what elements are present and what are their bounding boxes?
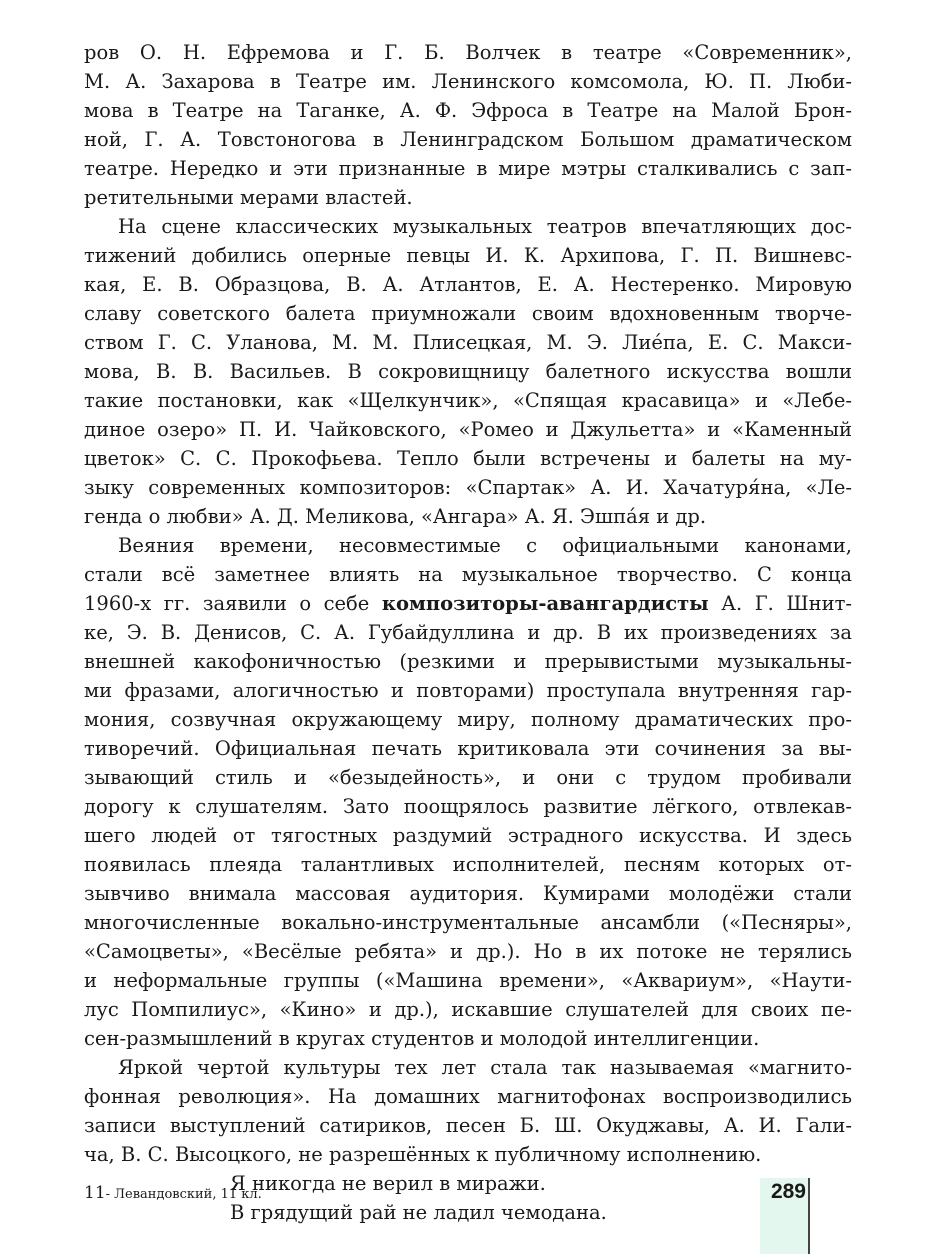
- text-line: мония, созвучная окружающему миру, полному драматических про-: [84, 708, 852, 731]
- text-line: 1960-х гг. заявили о себе композиторы-авангардисты А. Г. Шнит-: [84, 592, 853, 615]
- text-line: шего людей от тягостных раздумий эстрадного искусства. И здесь: [84, 824, 852, 847]
- print-signature: [84, 1183, 262, 1203]
- text-line: театре. Нередко и эти признанные в мире мэтры сталкивались с зап-: [84, 157, 852, 180]
- text-line: генда о любви» А. Д. Меликова, «Ангара» А. Я. Эшпа́я и др.: [84, 505, 707, 528]
- text-line: Яркой чертой культуры тех лет стала так называемая «магнито-: [118, 1056, 852, 1079]
- text-line: появилась плеяда талантливых исполнителей, песням которых от-: [84, 853, 852, 876]
- text-line: внешней какофоничностью (резкими и прерывистыми музыкальны-: [84, 650, 852, 673]
- text-line: лус Помпилиус», «Кино» и др.), искавшие слушателей для своих пе-: [84, 998, 852, 1021]
- text-line: тижений добились оперные певцы И. К. Архипова, Г. П. Вишневс-: [84, 244, 852, 267]
- text-line: ретительными мерами властей.: [84, 186, 413, 209]
- text-line: «Самоцветы», «Весёлые ребята» и др.). Но в их потоке не терялись: [84, 940, 852, 963]
- text-line: ров О. Н. Ефремова и Г. Б. Волчек в театре «Современник»,: [84, 41, 852, 64]
- text-line: зыку современных композиторов: «Спартак» А. И. Хачатуря́на, «Ле-: [84, 476, 852, 499]
- text-line: ке, Э. В. Денисов, С. А. Губайдуллина и др. В их произведениях за: [84, 621, 852, 644]
- text-line: М. А. Захарова в Театре им. Ленинского комсомола, Ю. П. Люби-: [84, 70, 852, 93]
- text-line: мова, В. В. Васильев. В сокровищницу балетного искусства вошли: [84, 360, 852, 383]
- poem-line: Я никогда не верил в миражи.: [230, 1172, 546, 1195]
- page-number: 289: [770, 1180, 806, 1203]
- text-line: фонная революция». На домашних магнитофонах воспроизводились: [84, 1085, 852, 1108]
- text-line: ми фразами, алогичностью и повторами) проступала внутренняя гар-: [84, 679, 852, 702]
- text-line: и неформальные группы («Машина времени», «Аквариум», «Наути-: [84, 969, 852, 992]
- signature-text: - Левандовский, 11 кл.: [105, 1187, 262, 1202]
- text-line: такие постановки, как «Щелкунчик», «Спящая красавица» и «Лебе-: [84, 389, 852, 412]
- margin-rule: [808, 1178, 810, 1254]
- text-line: Веяния времени, несовместимые с официальными канонами,: [118, 534, 852, 557]
- text-line: цветок» С. С. Прокофьева. Тепло были встречены и балеты на му-: [84, 447, 852, 470]
- text-line: кая, Е. В. Образцова, В. А. Атлантов, Е. А. Нестеренко. Мировую: [84, 273, 852, 296]
- paragraph: [84, 531, 852, 1053]
- poem-line: В грядущий рай не ладил чемодана.: [230, 1201, 607, 1224]
- text-line: стали всё заметнее влиять на музыкальное творчество. С конца: [84, 563, 852, 586]
- text-line: мова в Театре на Таганке, А. Ф. Эфроса в Театре на Малой Брон-: [84, 99, 852, 122]
- paragraph: [84, 38, 852, 212]
- body-text: [84, 38, 852, 1227]
- text-line: сен-размышлений в кругах студентов и молодой интеллигенции.: [84, 1027, 760, 1050]
- text-line: дорогу к слушателям. Зато поощрялось развитие лёгкого, отвлекав-: [84, 795, 852, 818]
- text-line: многочисленные вокально-инструментальные ансамбли («Песняры»,: [84, 911, 852, 934]
- text-line: зывчиво внимала массовая аудитория. Кумирами молодёжи стали: [84, 882, 852, 905]
- text-line: На сцене классических музыкальных театров впечатляющих дос-: [118, 215, 852, 238]
- text-line: диное озеро» П. И. Чайковского, «Ромео и Джульетта» и «Каменный: [84, 418, 852, 441]
- text-line: зывающий стиль и «безыдейность», и они с трудом пробивали: [84, 766, 852, 789]
- text-line: славу советского балета приумножали своим вдохновенным творче-: [84, 302, 852, 325]
- text-line: записи выступлений сатириков, песен Б. Ш. Окуджавы, А. И. Гали-: [84, 1114, 852, 1137]
- text-line: ством Г. С. Уланова, М. М. Плисецкая, М. Э. Лиéпа, Е. С. Макси-: [84, 331, 852, 354]
- paragraph: [84, 1053, 852, 1169]
- text-line: ной, Г. А. Товстоногова в Ленинградском Большом драматическом: [84, 128, 852, 151]
- text-line: ча, В. С. Высоцкого, не разрешённых к публичному исполнению.: [84, 1143, 762, 1166]
- signature-number: 11: [84, 1183, 106, 1203]
- paragraph: [84, 212, 852, 531]
- text-line: тиворечий. Официальная печать критиковала эти сочинения за вы-: [84, 737, 852, 760]
